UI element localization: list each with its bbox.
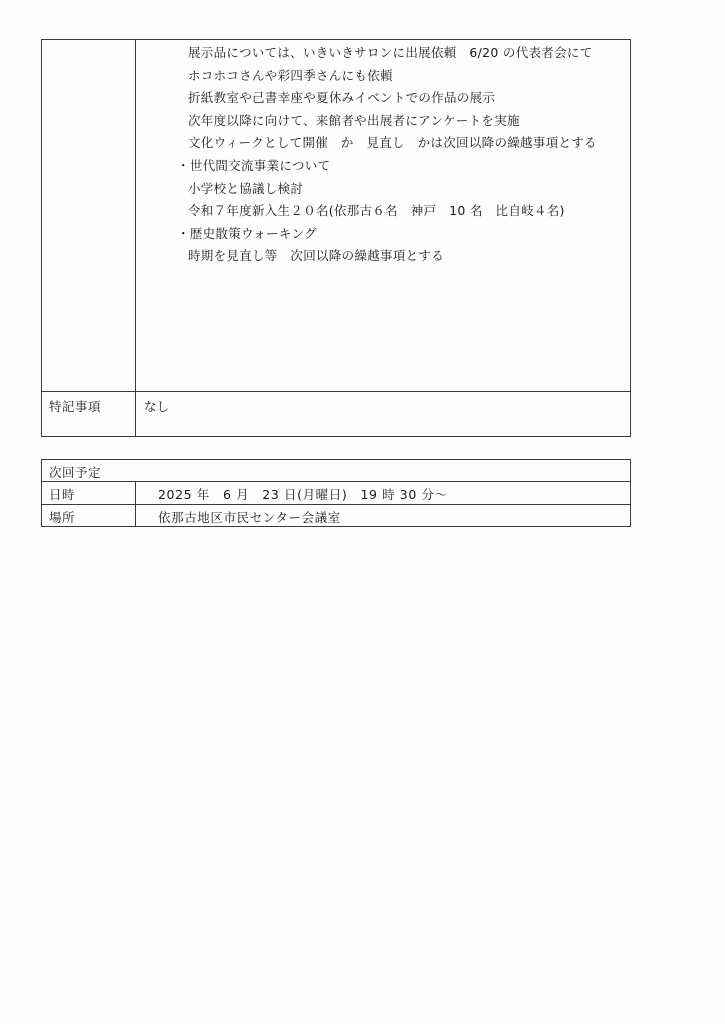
minutes-content-line: 小学校と協議し検討 — [188, 180, 304, 196]
column-divider — [135, 482, 136, 527]
next-schedule-header: 次回予定 — [49, 465, 102, 480]
minutes-content-list — [177, 42, 597, 268]
minutes-content-line: 折紙教室や己書幸座や夏休みイベントでの作品の展示 — [188, 90, 496, 106]
special-notes-label: 特記事項 — [49, 399, 102, 414]
next-schedule-header-row — [42, 460, 630, 482]
place-label: 場所 — [49, 510, 76, 525]
column-divider — [135, 392, 136, 437]
datetime-value: 2025 年 6 月 23 日(月曜日) 19 時 30 分～ — [158, 487, 448, 502]
next-schedule-datetime-row — [42, 482, 630, 505]
minutes-content-line: ・歴史散策ウォーキング — [177, 225, 317, 241]
minutes-content-line: 文化ウィークとして開催 か 見直し かは次回以降の繰越事項とする — [188, 135, 597, 151]
minutes-content-line: 次年度以降に向けて、来館者や出展者にアンケートを実施 — [188, 112, 520, 128]
special-notes-value: なし — [144, 399, 170, 414]
column-divider — [135, 40, 136, 391]
minutes-content-line: 令和７年度新入生２０名(依那古６名 神戸 10 名 比自岐４名) — [188, 203, 565, 219]
minutes-content-line: 時期を見直し等 次回以降の繰越事項とする — [188, 248, 445, 264]
minutes-content-line: 展示品については、いきいきサロンに出展依頼 6/20 の代表者会にて — [188, 45, 593, 60]
datetime-label: 日時 — [49, 487, 76, 502]
minutes-content-row — [42, 40, 630, 392]
minutes-content-line: ・世代間交流事業について — [177, 157, 331, 173]
minutes-content-line: ホコホコさんや彩四季さんにも依頼 — [188, 67, 393, 83]
minutes-table — [41, 39, 631, 437]
next-schedule-place-row — [42, 505, 630, 527]
place-value: 依那古地区市民センター会議室 — [158, 510, 341, 525]
special-notes-row — [42, 392, 630, 437]
next-schedule-table — [41, 459, 631, 527]
